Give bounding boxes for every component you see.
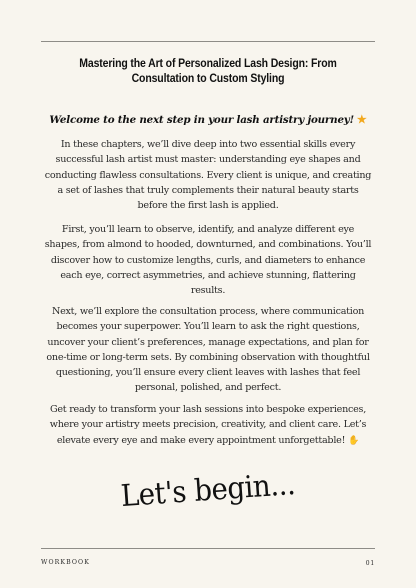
star-icon: ★	[356, 113, 367, 126]
eye-shapes-paragraph: First, you’ll learn to observe, identify, and analyze different eye shapes, from almond to hooded, downturned, and combinations. You’ll discover how to customize lengths, curls, and diameters to enhance each eye, correct asymmetries, and achieve stunning, flattering results.	[44, 224, 372, 297]
consultation-paragraph: Next, we’ll explore the consultation process, where communication becomes your superpower. You’ll learn to ask the right questions, uncover your client’s preferences, manage expectations, and plan for one-time or long-term sets. By combining observation with thoughtful questioning, you’ll ensure every client leaves with lashes that feel personal, polished, and perfect.	[46, 306, 370, 394]
page-title: Mastering the Art of Personalized Lash Design: From Consultation to Custom Styling	[79, 56, 337, 85]
welcome-heading	[40, 113, 376, 127]
welcome-text: Welcome to the next step in your lash artistry journey!	[49, 114, 354, 126]
closing-text: Get ready to transform your lash sessions into bespoke experiences, where your artistry meets precision, creativity, and client care. Let’s elevate every eye and make every appointment unforgettable!	[49, 404, 367, 446]
clapping-hands-icon: ✋	[348, 435, 360, 446]
signoff-script: Let's begin...	[119, 466, 297, 515]
intro-paragraph: In these chapters, we’ll dive deep into two essential skills every successful lash artist must master: understanding eye shapes and conducting flawless consultations. Every client is unique, and creating a set of lashes that truly complements their natural beauty starts before the first lash is applied.	[44, 139, 372, 212]
closing-paragraph	[44, 402, 372, 449]
top-divider	[41, 41, 375, 42]
page-number: 01	[365, 560, 375, 567]
bottom-divider	[41, 548, 375, 549]
footer-label: WORKBOOK	[41, 559, 90, 566]
